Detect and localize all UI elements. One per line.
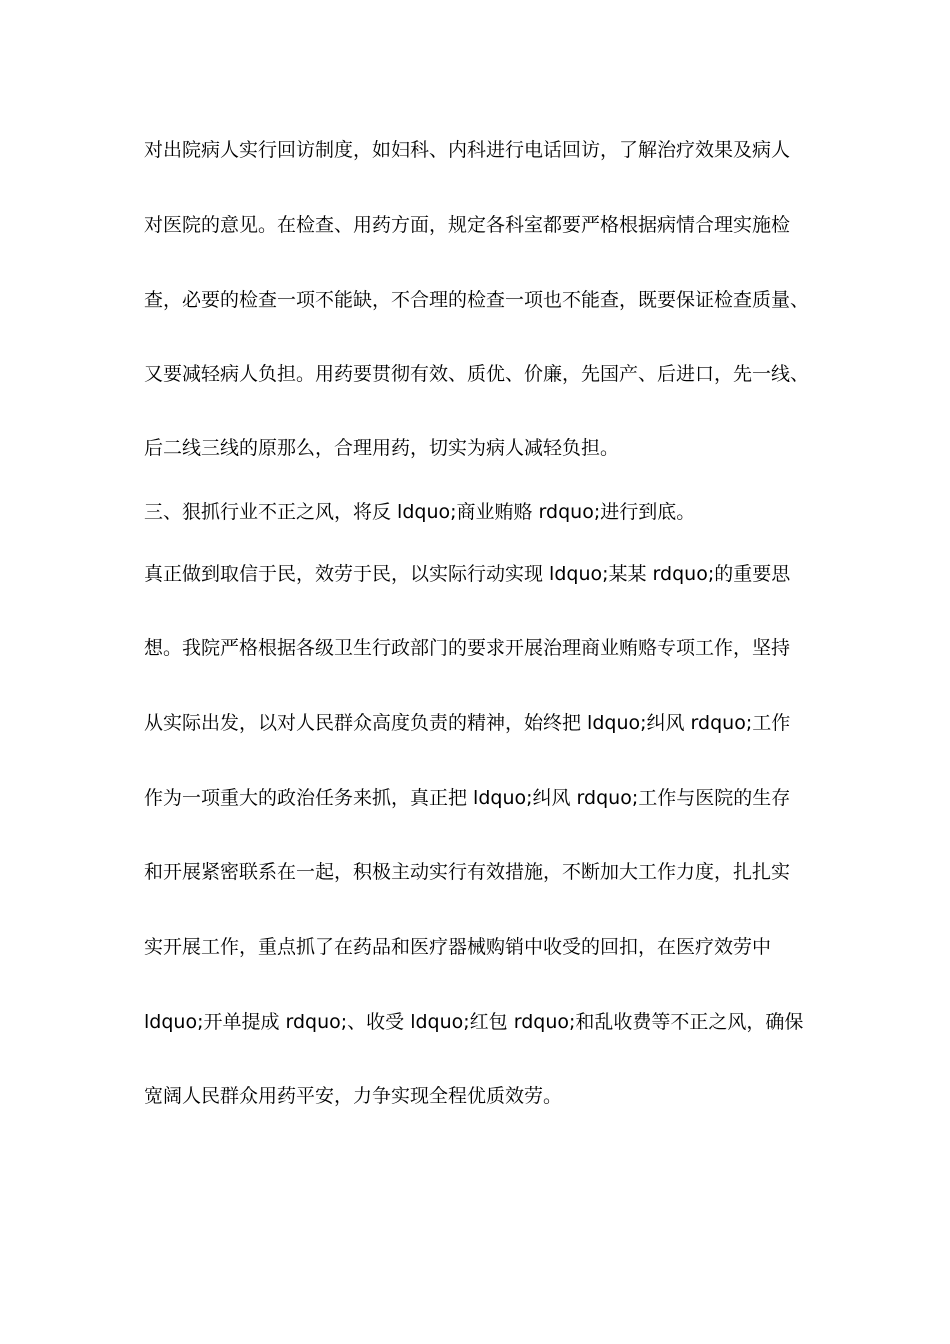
- body-text-line: 对出院病人实行回访制度，如妇科、内科进行电话回访，了解治疗效果及病人: [144, 139, 791, 161]
- body-text-line: 后二线三线的原那么，合理用药，切实为病人减轻负担。: [144, 437, 620, 459]
- body-text-line: 实开展工作，重点抓了在药品和医疗器械购销中收受的回扣，在医疗效劳中: [144, 936, 772, 958]
- body-text-line: 和开展紧密联系在一起，积极主动实行有效措施，不断加大工作力度，扎扎实: [144, 861, 791, 883]
- body-text-line: 查，必要的检查一项不能缺，不合理的检查一项也不能查，既要保证检查质量、: [144, 289, 810, 311]
- body-text-line: 想。我院严格根据各级卫生行政部门的要求开展治理商业贿赂专项工作，坚持: [144, 637, 791, 659]
- body-text-line: 对医院的意见。在检查、用药方面，规定各科室都要严格根据病情合理实施检: [144, 214, 791, 236]
- body-text-line: 又要减轻病人负担。用药要贯彻有效、质优、价廉，先国产、后进口，先一线、: [144, 363, 810, 385]
- body-text-line: 宽阔人民群众用药平安，力争实现全程优质效劳。: [144, 1085, 563, 1107]
- body-text-line: 从实际出发，以对人民群众高度负责的精神，始终把 ldquo;纠风 rdquo;工作: [144, 712, 791, 734]
- section-heading: 三、狠抓行业不正之风，将反 ldquo;商业贿赂 rdquo;进行到底。: [144, 501, 696, 523]
- body-text-line: ldquo;开单提成 rdquo;、收受 ldquo;红包 rdquo;和乱收费等不正之风，确保: [144, 1011, 804, 1033]
- body-text-line: 作为一项重大的政治任务来抓，真正把 ldquo;纠风 rdquo;工作与医院的生存: [144, 787, 791, 809]
- body-text-line: 真正做到取信于民，效劳于民，以实际行动实现 ldquo;某某 rdquo;的重要思: [144, 563, 791, 585]
